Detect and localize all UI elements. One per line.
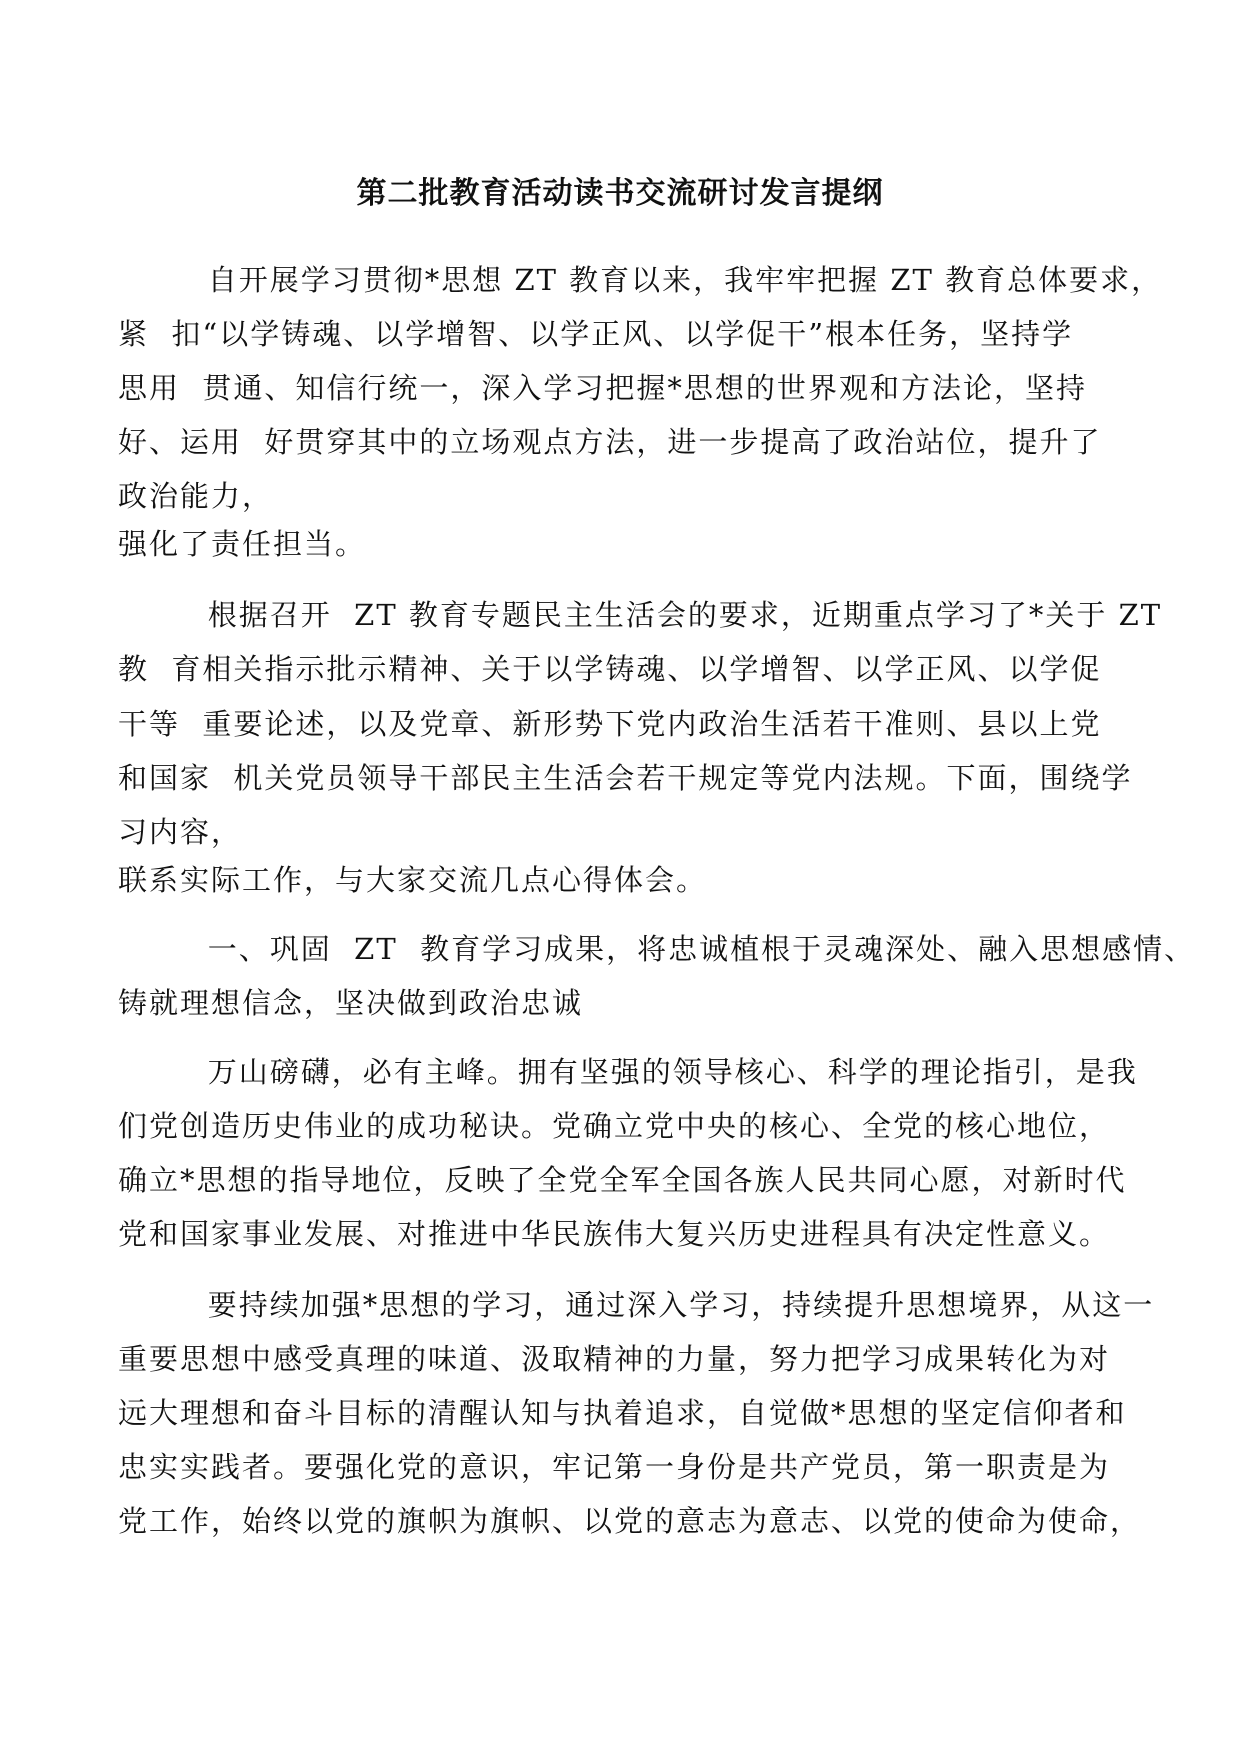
text-line: 党和国家事业发展、对推进中华民族伟大复兴历史进程具有决定性意义。 (118, 1217, 1111, 1251)
document-title: 第二批教育活动读书交流研讨发言提纲 (356, 176, 884, 211)
text-line: 干等 重要论述，以及党章、新形势下党内政治生活若干准则、县以上党 (118, 707, 1102, 741)
text-line: 政治能力， (118, 479, 274, 513)
section-heading-line: 一、巩固 ZT 教育学习成果，将忠诚植根于灵魂深处、融入思想感情、 (118, 932, 1196, 966)
text-line: 强化了责任担当。 (118, 527, 367, 561)
text-line: 习内容， (118, 815, 243, 849)
text-line: 远大理想和奋斗目标的清醒认知与执着追求，自觉做*思想的坚定信仰者和 (118, 1396, 1127, 1430)
text-line: 重要思想中感受真理的味道、汲取精神的力量，努力把学习成果转化为对 (118, 1342, 1111, 1376)
text-line: 教 育相关指示批示精神、关于以学铸魂、以学增智、以学正风、以学促 (118, 652, 1102, 686)
text-line: 确立*思想的指导地位，反映了全党全军全国各族人民共同心愿，对新时代 (118, 1163, 1127, 1197)
text-line: 忠实实践者。要强化党的意识，牢记第一身份是共产党员，第一职责是为 (118, 1450, 1111, 1484)
text-line: 联系实际工作，与大家交流几点心得体会。 (118, 863, 708, 897)
section-heading-line: 铸就理想信念，坚决做到政治忠诚 (118, 986, 584, 1020)
text-line: 自开展学习贯彻*思想 ZT 教育以来，我牢牢把握 ZT 教育总体要求， (118, 263, 1163, 297)
text-line: 党工作，始终以党的旗帜为旗帜、以党的意志为意志、以党的使命为使命， (118, 1504, 1142, 1538)
text-line: 和国家 机关党员领导干部民主生活会若干规定等党内法规。下面，围绕学 (118, 761, 1133, 795)
text-line: 紧 扣“以学铸魂、以学增智、以学正风、以学促干”根本任务，坚持学 (118, 317, 1074, 351)
text-line: 要持续加强*思想的学习，通过深入学习，持续提升思想境界，从这一 (118, 1288, 1155, 1322)
text-line: 根据召开 ZT 教育专题民主生活会的要求，近期重点学习了*关于 ZT (118, 598, 1163, 632)
text-line: 思用 贯通、知信行统一，深入学习把握*思想的世界观和方法论，坚持 (118, 371, 1087, 405)
text-line: 们党创造历史伟业的成功秘诀。党确立党中央的核心、全党的核心地位， (118, 1109, 1111, 1143)
text-line: 好、运用 好贯穿其中的立场观点方法，进一步提高了政治站位，提升了 (118, 425, 1102, 459)
text-line: 万山磅礴，必有主峰。拥有坚强的领导核心、科学的理论指引，是我 (118, 1055, 1138, 1089)
